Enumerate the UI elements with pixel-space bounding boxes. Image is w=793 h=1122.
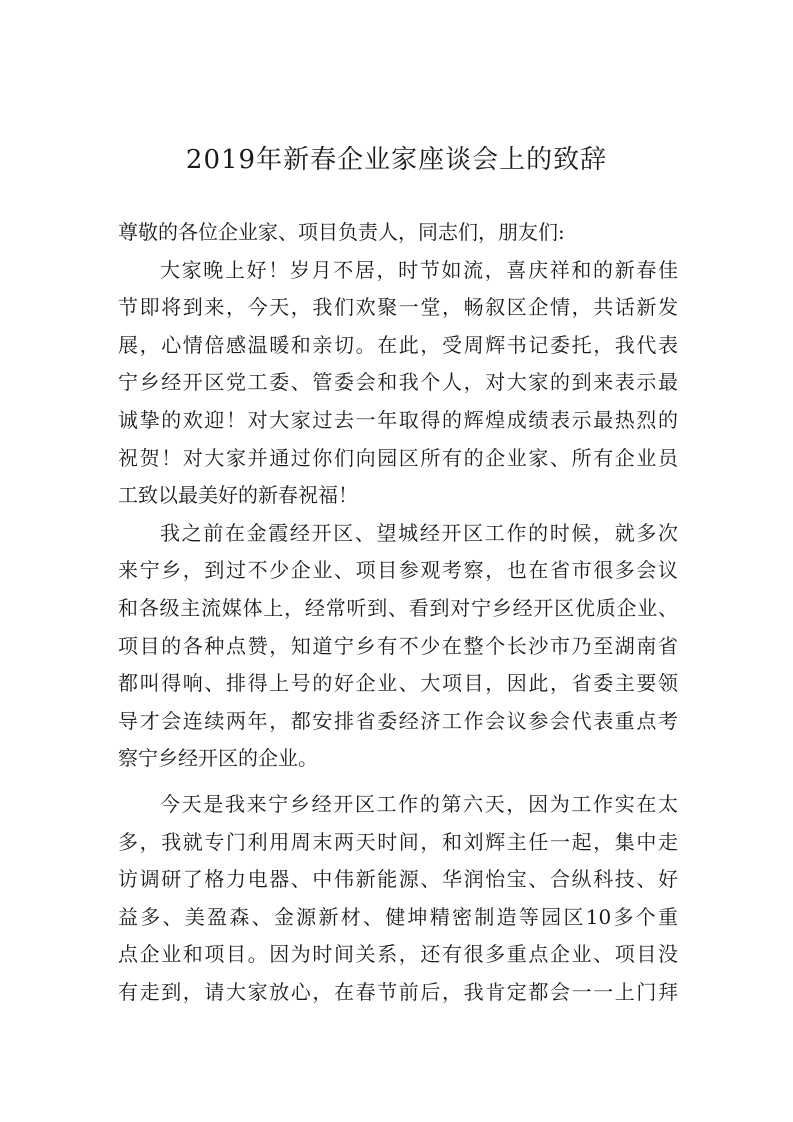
paragraph-line: 察宁乡经开区的企业。 <box>118 746 318 771</box>
paragraph-line: 我之前在金霞经开区、望城经开区工作的时候，就多次 <box>160 520 678 545</box>
paragraph-line: 导才会连续两年，都安排省委经济工作会议参会代表重点考 <box>118 708 678 733</box>
paragraph-line: 诚挚的欢迎！对大家过去一年取得的辉煌成绩表示最热烈的 <box>118 407 678 432</box>
paragraph-line: 节即将到来，今天，我们欢聚一堂，畅叙区企情，共话新发 <box>118 295 678 320</box>
paragraph-line: 祝贺！对大家并通过你们向园区所有的企业家、所有企业员 <box>118 445 678 470</box>
paragraph-line: 访调研了格力电器、中伟新能源、华润怡宝、合纵科技、好 <box>118 867 678 892</box>
paragraph-line: 和各级主流媒体上，经常听到、看到对宁乡经开区优质企业、 <box>118 595 678 620</box>
paragraph-line: 有走到，请大家放心，在春节前后，我肯定都会一一上门拜 <box>118 979 678 1004</box>
paragraph-spacer <box>118 778 678 786</box>
paragraph-line: 宁乡经开区党工委、管委会和我个人，对大家的到来表示最 <box>118 370 678 395</box>
paragraph-line: 今天是我来宁乡经开区工作的第六天，因为工作实在太 <box>160 791 678 816</box>
paragraph-line: 点企业和项目。因为时间关系，还有很多重点企业、项目没 <box>118 942 678 967</box>
paragraph-line: 工致以最美好的新春祝福！ <box>118 483 358 508</box>
paragraph-line: 项目的各种点赞，知道宁乡有不少在整个长沙市乃至湖南省 <box>118 633 678 658</box>
paragraph-line: 都叫得响、排得上号的好企业、大项目，因此，省委主要领 <box>118 671 678 696</box>
paragraph-line: 来宁乡，到过不少企业、项目参观考察，也在省市很多会议 <box>118 558 678 583</box>
salutation: 尊敬的各位企业家、项目负责人，同志们，朋友们: <box>118 220 565 244</box>
paragraph-line: 展，心情倍感温暖和亲切。在此，受周辉书记委托，我代表 <box>118 332 678 357</box>
paragraph-line: 益多、美盈森、金源新材、健坤精密制造等园区10多个重 <box>118 904 678 929</box>
document-body <box>118 214 678 1011</box>
page-title: 2019年新春企业家座谈会上的致辞 <box>185 145 608 175</box>
paragraph-line: 大家晚上好！岁月不居，时节如流，喜庆祥和的新春佳 <box>160 257 678 282</box>
paragraph-line: 多，我就专门利用周末两天时间，和刘辉主任一起，集中走 <box>118 829 678 854</box>
